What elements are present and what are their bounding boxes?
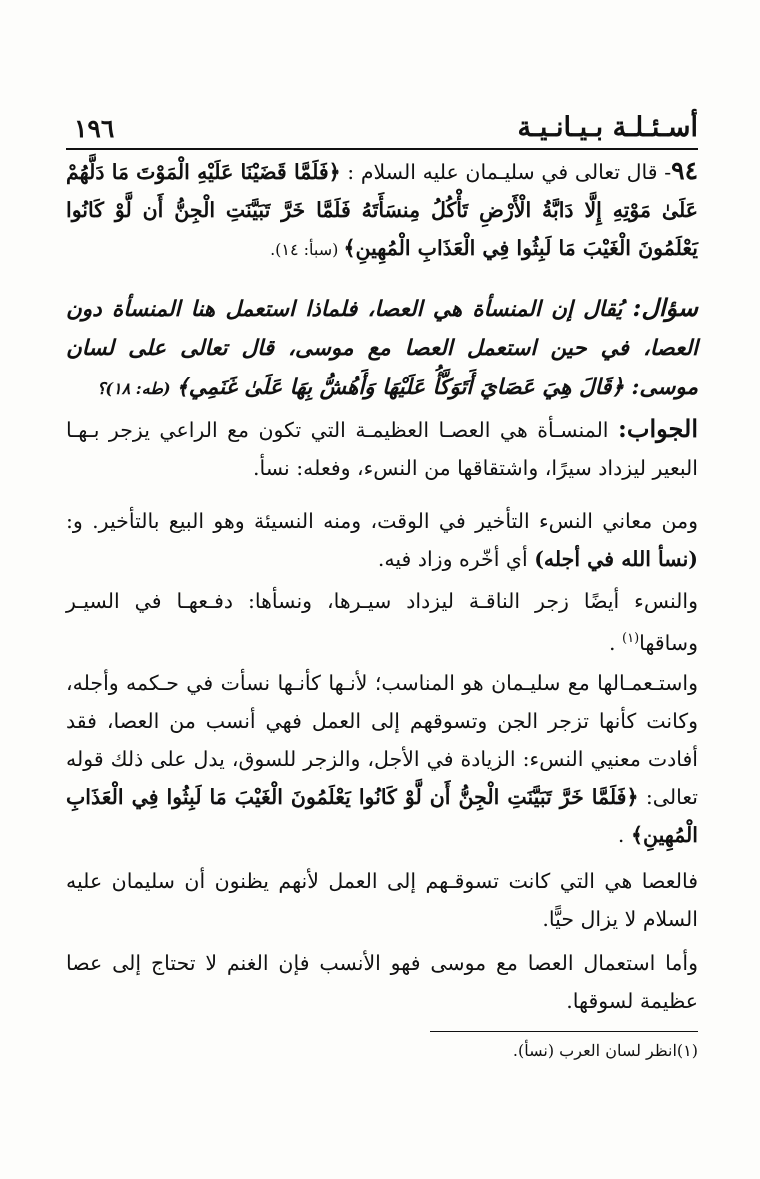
verse-reference: (طه: ١٨)؟ <box>96 379 177 398</box>
paragraph-text: والنسء أيضًا زجر الناقـة ليزداد سيـرها، ونسأها: دفـعهـا في السيـر وساقها <box>66 589 698 655</box>
question-text: يُقال إن المنسأة هي العصا، فلماذا استعمل هنا المنسأة دون العصا، في حين استعمل العصا مع موسى، قال تعالى على لسان موسى: <box>66 297 698 400</box>
item-number: ٩٤ <box>671 156 698 185</box>
paragraph-tail: . <box>608 630 623 655</box>
paragraph-usage <box>66 664 698 854</box>
paragraph-text: ومن معاني النسء التأخير في الوقت، ومنه النسيئة وهو البيع بالتأخير. و: <box>66 509 698 533</box>
answer-text: المنسـأة هي العصـا العظيمـة التي تكون مع الراعي يزجر بـهـا البعير ليزداد سيرًا، واشتقاقها من النسء، وفعله: نسأ. <box>66 418 698 480</box>
paragraph-moses <box>66 944 698 1020</box>
footnote-divider <box>430 1031 698 1032</box>
answer-paragraph <box>66 410 698 487</box>
question-label: سؤال: <box>632 293 698 322</box>
quran-verse: ﴿فَلَمَّا خَرَّ تَبَيَّنَتِ الْجِنُّ أَن لَّوْ كَانُوا يَعْلَمُونَ الْغَيْبَ مَا لَبِثُوا فِي الْعَذَابِ الْمُهِينِ﴾ <box>66 785 698 847</box>
paragraph-text: فالعصا هي التي كانت تسوقـهم إلى العمل لأنهم يظنون أن سليمان عليه السلام لا يزال حيًّا. <box>66 869 698 931</box>
paragraph-intro: - قال تعالى في سليـمان عليه السلام : <box>340 160 672 184</box>
page-header <box>66 108 698 150</box>
paragraph-text: وأما استعمال العصا مع موسى فهو الأنسب فإن الغنم لا تحتاج إلى عصا عظيمة لسوقها. <box>66 951 698 1013</box>
paragraph-staff <box>66 862 698 938</box>
paragraph-delay <box>66 502 698 578</box>
paragraph-94 <box>66 152 698 269</box>
running-title: أسـئـلـة بـيـانـيـة <box>517 112 698 143</box>
answer-label: الجواب: <box>618 414 698 443</box>
page-number: ١٩٦ <box>74 114 115 143</box>
paragraph-driving <box>66 582 698 662</box>
quran-verse: ﴿قَالَ هِيَ عَصَايَ أَتَوَكَّأُ عَلَيْهَا وَأَهُشُّ بِهَا عَلَىٰ غَنَمِي﴾ <box>176 375 625 400</box>
paragraph-tail: . <box>617 823 631 847</box>
hadith-quote: (نسأ الله في أجله) <box>534 547 698 571</box>
question-paragraph <box>66 288 698 408</box>
paragraph-tail: أي أخّره وزاد فيه. <box>377 547 535 571</box>
verse-reference: (سبأ: ١٤). <box>270 240 344 259</box>
paragraph-text: واستـعمـالها مع سليـمان هو المناسب؛ لأنـها كأنـها نسأت في حـكمه وأجله، وكانت كأنها تزجر الجن وتسوقهم إلى العمل فهي أنسب من العصا، فقد أفادت معنيي النسء: الزيادة في الأجل، والزجر للسوق، يدل على ذلك قوله تعالى: <box>66 671 698 809</box>
quran-verse: ﴿فَلَمَّا قَضَيْنَا عَلَيْهِ الْمَوْتَ مَا دَلَّهُمْ عَلَىٰ مَوْتِهِ إِلَّا دَابَّةُ الْأَرْضِ تَأْكُلُ مِنسَأَتَهُ فَلَمَّا خَرَّ تَبَيَّنَتِ الْجِنُّ أَن لَّوْ كَانُوا يَعْلَمُونَ الْغَيْبَ مَا لَبِثُوا فِي الْعَذَابِ الْمُهِينِ﴾ <box>66 160 698 260</box>
footnote-marker: (١) <box>622 631 640 646</box>
footnote: (١)انظر لسان العرب (نسأ). <box>512 1041 698 1060</box>
